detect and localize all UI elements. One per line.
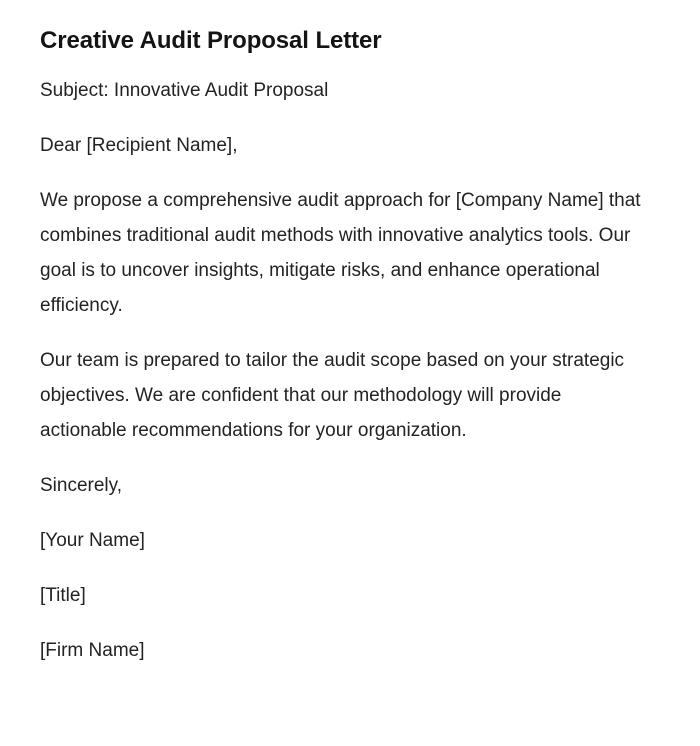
signature-firm: [Firm Name] — [40, 640, 145, 661]
signature-title: [Title] — [40, 585, 86, 606]
subject-line: Subject: Innovative Audit Proposal — [40, 80, 329, 101]
page-title: Creative Audit Proposal Letter — [40, 27, 382, 54]
salutation: Dear [Recipient Name], — [40, 135, 238, 156]
signature-name: [Your Name] — [40, 530, 145, 551]
body-paragraph-1: We propose a comprehensive audit approach for [Company Name] that combines traditional audit methods with innovative analytics tools. Our goal is to uncover insights, mitigate risks, and enhance operational efficiency. — [40, 190, 641, 316]
letter-body — [40, 73, 642, 668]
closing: Sincerely, — [40, 475, 123, 496]
body-paragraph-2: Our team is prepared to tailor the audit scope based on your strategic objectives. We are confident that our methodology will provide actionable recommendations for your organization. — [40, 350, 625, 441]
